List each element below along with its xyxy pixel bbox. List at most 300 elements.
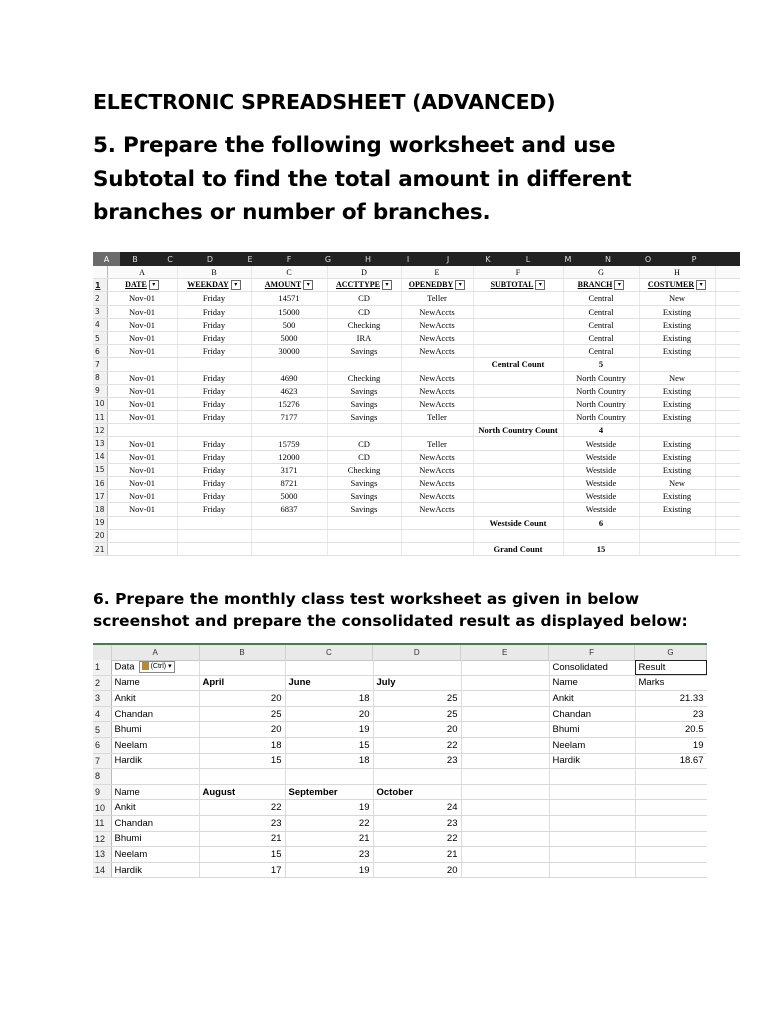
cell[interactable] [251,279,327,292]
cell[interactable]: Friday [177,463,251,476]
cell[interactable]: 4690 [251,371,327,384]
row-number[interactable]: 16 [93,477,107,490]
cell[interactable] [635,800,707,816]
row-number[interactable]: 15 [93,463,107,476]
cell[interactable] [549,862,635,878]
cell[interactable]: Marks [635,675,707,691]
cell[interactable]: Checking [327,463,401,476]
cell[interactable]: Nov-01 [107,331,177,344]
empty-cell[interactable] [715,279,740,292]
cell[interactable]: Teller [401,292,473,305]
cell[interactable]: NewAccts [401,397,473,410]
cell[interactable]: Nov-01 [107,397,177,410]
row-number[interactable]: 11 [93,411,107,424]
cell[interactable]: Checking [327,371,401,384]
cell[interactable]: 20 [199,691,285,707]
column-letter[interactable]: K [485,254,491,264]
cell[interactable] [639,358,715,371]
cell[interactable]: NewAccts [401,384,473,397]
cell[interactable]: 21 [199,831,285,847]
cell[interactable]: NewAccts [401,345,473,358]
cell[interactable]: North Country [563,411,639,424]
row-number[interactable]: 7 [93,358,107,371]
column-letter[interactable]: G [635,645,707,660]
cell[interactable] [461,800,549,816]
cell[interactable]: Name [111,675,199,691]
row-number[interactable]: 3 [93,305,107,318]
cell[interactable]: Ankit [111,800,199,816]
cell[interactable] [473,463,563,476]
cell[interactable] [401,424,473,437]
empty-cell[interactable] [715,411,740,424]
column-letter[interactable]: H [364,254,371,264]
cell[interactable]: Hardik [549,753,635,769]
cell[interactable]: 20.5 [635,722,707,738]
cell[interactable]: Savings [327,490,401,503]
cell[interactable]: Friday [177,331,251,344]
cell[interactable] [461,769,549,785]
cell[interactable]: Central [563,331,639,344]
empty-cell[interactable] [715,371,740,384]
cell[interactable] [549,800,635,816]
cell[interactable]: 500 [251,318,327,331]
column-letter[interactable]: L [525,254,531,264]
cell[interactable]: Friday [177,397,251,410]
cell[interactable] [177,358,251,371]
cell[interactable]: 17 [199,862,285,878]
cell[interactable]: Bhumi [111,722,199,738]
cell[interactable]: Savings [327,503,401,516]
cell[interactable] [639,424,715,437]
cell[interactable]: 23 [635,706,707,722]
cell[interactable]: NewAccts [401,371,473,384]
cell[interactable]: Westside Count [473,516,563,529]
row-number[interactable]: 21 [93,542,107,555]
cell[interactable] [177,516,251,529]
cell[interactable]: Teller [401,437,473,450]
cell[interactable]: Nov-01 [107,437,177,450]
cell[interactable]: Existing [639,463,715,476]
empty-cell[interactable] [715,477,740,490]
cell[interactable]: Friday [177,411,251,424]
cell[interactable]: Existing [639,411,715,424]
cell[interactable]: New [639,477,715,490]
cell[interactable]: 25 [199,706,285,722]
empty-cell[interactable] [715,266,740,279]
cell[interactable]: Westside [563,463,639,476]
cell[interactable] [107,542,177,555]
cell[interactable]: 18 [285,691,373,707]
cell[interactable]: 15000 [251,305,327,318]
cell[interactable]: Result [635,660,707,675]
cell[interactable]: 18.67 [635,753,707,769]
cell[interactable] [473,490,563,503]
cell[interactable]: Hardik [111,862,199,878]
cell[interactable]: 21.33 [635,691,707,707]
cell[interactable]: 6 [563,516,639,529]
cell[interactable]: Chandan [549,706,635,722]
cell[interactable]: 8721 [251,477,327,490]
cell[interactable]: 4623 [251,384,327,397]
empty-cell[interactable] [715,463,740,476]
cell[interactable]: Ankit [549,691,635,707]
cell[interactable]: September [285,784,373,800]
cell[interactable] [107,358,177,371]
row-number[interactable]: 8 [93,371,107,384]
cell[interactable]: 24 [373,800,461,816]
cell[interactable] [177,529,251,542]
cell[interactable]: 25 [373,706,461,722]
cell[interactable] [199,769,285,785]
row-number[interactable]: 6 [93,345,107,358]
cell[interactable]: CD [327,292,401,305]
cell[interactable]: Bhumi [549,722,635,738]
cell[interactable]: NewAccts [401,503,473,516]
cell[interactable] [251,358,327,371]
cell[interactable]: 15 [563,542,639,555]
cell[interactable]: Nov-01 [107,490,177,503]
cell[interactable]: Westside [563,477,639,490]
cell[interactable] [373,769,461,785]
cell[interactable]: 15276 [251,397,327,410]
cell[interactable]: August [199,784,285,800]
row-number[interactable]: 4 [93,318,107,331]
cell[interactable]: Central [563,305,639,318]
empty-cell[interactable] [715,305,740,318]
cell[interactable] [177,542,251,555]
empty-cell[interactable] [715,450,740,463]
column-letter[interactable]: C [167,254,173,264]
empty-cell[interactable] [715,437,740,450]
cell[interactable]: Friday [177,384,251,397]
cell[interactable] [461,706,549,722]
cell[interactable] [461,722,549,738]
cell[interactable] [285,660,373,675]
cell[interactable]: Consolidated [549,660,635,675]
row-number[interactable]: 10 [93,397,107,410]
cell[interactable] [401,279,473,292]
cell[interactable]: Existing [639,345,715,358]
column-letter[interactable]: J [446,254,450,264]
empty-cell[interactable] [715,424,740,437]
cell[interactable]: 5000 [251,331,327,344]
cell[interactable]: 22 [373,831,461,847]
cell[interactable]: Nov-01 [107,305,177,318]
cell[interactable]: Central Count [473,358,563,371]
cell[interactable]: 15 [285,737,373,753]
cell[interactable] [635,769,707,785]
cell[interactable] [473,503,563,516]
row-number[interactable]: 4 [93,706,111,722]
cell[interactable]: October [373,784,461,800]
empty-cell[interactable] [715,397,740,410]
column-letter[interactable]: O [644,254,652,264]
cell[interactable] [401,542,473,555]
cell[interactable]: Existing [639,437,715,450]
cell[interactable] [639,516,715,529]
cell[interactable]: 20 [285,706,373,722]
cell[interactable]: 19 [285,862,373,878]
cell[interactable]: Checking [327,318,401,331]
cell[interactable]: Westside [563,450,639,463]
empty-cell[interactable] [715,318,740,331]
row-number[interactable]: 1 [93,660,111,675]
cell[interactable] [401,358,473,371]
cell[interactable] [635,831,707,847]
row-number[interactable]: 3 [93,691,111,707]
cell[interactable]: 15759 [251,437,327,450]
cell[interactable] [251,516,327,529]
row-number[interactable]: 9 [93,384,107,397]
filter-dropdown-icon[interactable]: ▾ [149,280,159,290]
cell[interactable] [177,279,251,292]
cell[interactable]: 22 [285,815,373,831]
cell[interactable]: Chandan [111,815,199,831]
cell[interactable] [461,660,549,675]
empty-cell[interactable] [715,503,740,516]
cell[interactable] [461,737,549,753]
cell[interactable] [635,815,707,831]
cell[interactable] [563,529,639,542]
cell[interactable] [549,784,635,800]
cell[interactable]: Grand Count [473,542,563,555]
column-letter[interactable]: A [93,252,120,266]
cell[interactable] [107,516,177,529]
row-number[interactable]: 19 [93,516,107,529]
cell[interactable]: Teller [401,411,473,424]
empty-cell[interactable] [715,292,740,305]
cell[interactable] [635,862,707,878]
cell[interactable]: North Country Count [473,424,563,437]
cell[interactable]: Friday [177,292,251,305]
cell[interactable] [177,424,251,437]
column-letter[interactable]: D [206,254,214,264]
cell[interactable] [639,542,715,555]
cell[interactable] [401,529,473,542]
filter-dropdown-icon[interactable]: ▾ [455,280,465,290]
cell[interactable]: 18 [285,753,373,769]
cell[interactable]: 6837 [251,503,327,516]
cell[interactable] [461,691,549,707]
row-number[interactable]: 12 [93,831,111,847]
paste-options-button[interactable] [139,661,175,673]
cell[interactable] [473,305,563,318]
empty-cell[interactable] [715,529,740,542]
column-letter[interactable]: F [549,645,635,660]
cell[interactable]: 18 [199,737,285,753]
row-number[interactable]: 6 [93,737,111,753]
cell[interactable]: 30000 [251,345,327,358]
cell[interactable]: Friday [177,371,251,384]
cell[interactable] [473,292,563,305]
column-letter[interactable]: E [461,645,549,660]
cell[interactable]: 19 [635,737,707,753]
empty-cell[interactable] [715,542,740,555]
cell[interactable]: July [373,675,461,691]
column-letter[interactable]: C [286,645,374,660]
cell[interactable]: Existing [639,331,715,344]
cell[interactable]: 15 [199,753,285,769]
cell[interactable]: Chandan [111,706,199,722]
cell[interactable]: 21 [285,831,373,847]
row-number[interactable]: 13 [93,437,107,450]
row-number[interactable]: 2 [93,292,107,305]
cell[interactable]: CD [327,450,401,463]
cell[interactable] [473,397,563,410]
row-number[interactable]: 17 [93,490,107,503]
empty-cell[interactable] [715,345,740,358]
cell[interactable]: Existing [639,318,715,331]
cell[interactable] [473,437,563,450]
cell[interactable] [285,769,373,785]
cell[interactable]: 20 [373,722,461,738]
cell[interactable]: Nov-01 [107,292,177,305]
cell[interactable]: 23 [373,815,461,831]
empty-cell[interactable] [715,358,740,371]
cell[interactable]: Nov-01 [107,503,177,516]
cell[interactable]: Savings [327,477,401,490]
cell[interactable] [107,279,177,292]
cell[interactable] [461,815,549,831]
filter-dropdown-icon[interactable]: ▾ [231,280,241,290]
cell[interactable] [327,424,401,437]
cell[interactable] [461,675,549,691]
cell[interactable]: Ankit [111,691,199,707]
cell[interactable]: Westside [563,490,639,503]
cell[interactable]: Savings [327,411,401,424]
cell[interactable] [327,529,401,542]
empty-cell[interactable] [715,384,740,397]
cell[interactable]: Friday [177,477,251,490]
cell[interactable] [563,279,639,292]
cell[interactable]: Neelam [111,737,199,753]
cell[interactable]: NewAccts [401,463,473,476]
cell[interactable] [199,660,285,675]
cell[interactable]: NewAccts [401,318,473,331]
cell[interactable]: NewAccts [401,305,473,318]
cell[interactable] [373,660,461,675]
cell[interactable] [107,424,177,437]
cell[interactable] [473,318,563,331]
cell[interactable]: Name [549,675,635,691]
cell[interactable]: NewAccts [401,450,473,463]
cell[interactable]: Neelam [549,737,635,753]
cell[interactable] [473,331,563,344]
cell[interactable]: 22 [199,800,285,816]
row-number[interactable]: 7 [93,753,111,769]
cell[interactable]: Name [111,784,199,800]
column-letter[interactable]: I [406,254,410,264]
row-number[interactable]: 5 [93,722,111,738]
cell[interactable] [473,477,563,490]
cell[interactable]: Friday [177,345,251,358]
cell[interactable] [639,279,715,292]
cell[interactable]: New [639,371,715,384]
cell[interactable]: 5 [563,358,639,371]
cell[interactable]: Nov-01 [107,411,177,424]
cell[interactable]: Nov-01 [107,450,177,463]
cell[interactable] [473,279,563,292]
row-number[interactable]: 13 [93,847,111,863]
cell[interactable]: 25 [373,691,461,707]
cell[interactable] [473,529,563,542]
column-letter[interactable]: B [132,254,138,264]
cell[interactable]: 4 [563,424,639,437]
cell[interactable]: 14571 [251,292,327,305]
cell[interactable]: 22 [373,737,461,753]
corner-cell[interactable] [93,645,112,660]
cell[interactable]: NewAccts [401,477,473,490]
row-number[interactable]: 1 [93,279,107,292]
empty-cell[interactable] [715,490,740,503]
cell[interactable] [461,831,549,847]
cell[interactable] [461,862,549,878]
row-number[interactable]: 12 [93,424,107,437]
cell[interactable]: Hardik [111,753,199,769]
filter-dropdown-icon[interactable]: ▾ [303,280,313,290]
column-letter[interactable]: M [564,254,572,264]
cell[interactable]: 23 [373,753,461,769]
cell[interactable]: Nov-01 [107,384,177,397]
cell[interactable]: Nov-01 [107,463,177,476]
filter-sort-icon[interactable]: ▾ [614,280,624,290]
cell[interactable]: New [639,292,715,305]
column-letter[interactable]: F [286,254,292,264]
row-number[interactable]: 9 [93,784,111,800]
row-number[interactable]: 18 [93,503,107,516]
cell[interactable] [473,345,563,358]
row-number[interactable]: 5 [93,331,107,344]
column-letter[interactable]: G [324,254,332,264]
cell[interactable] [549,769,635,785]
cell[interactable]: Savings [327,397,401,410]
cell[interactable]: Neelam [111,847,199,863]
cell[interactable]: Friday [177,437,251,450]
cell[interactable] [327,279,401,292]
cell[interactable]: 23 [199,815,285,831]
column-letter[interactable]: B [200,645,286,660]
cell[interactable] [107,529,177,542]
cell[interactable]: Existing [639,384,715,397]
filter-dropdown-icon[interactable]: ▾ [535,280,545,290]
cell[interactable]: Nov-01 [107,477,177,490]
cell[interactable] [251,424,327,437]
cell[interactable]: Savings [327,384,401,397]
filter-dropdown-icon[interactable]: ▾ [382,280,392,290]
row-number[interactable]: 2 [93,675,111,691]
cell[interactable]: Friday [177,490,251,503]
cell[interactable]: 3171 [251,463,327,476]
cell[interactable]: 23 [285,847,373,863]
cell[interactable] [327,358,401,371]
column-letter[interactable]: E [247,254,253,264]
cell[interactable]: Central [563,318,639,331]
cell[interactable]: Existing [639,397,715,410]
cell[interactable] [251,542,327,555]
cell[interactable] [549,831,635,847]
row-number[interactable]: 10 [93,800,111,816]
cell[interactable]: 7177 [251,411,327,424]
filter-dropdown-icon[interactable]: ▾ [696,280,706,290]
cell[interactable] [549,847,635,863]
cell[interactable]: NewAccts [401,331,473,344]
cell[interactable]: North Country [563,371,639,384]
cell[interactable] [635,847,707,863]
cell[interactable] [461,847,549,863]
cell[interactable] [401,516,473,529]
cell[interactable]: CD [327,305,401,318]
row-number[interactable]: 14 [93,450,107,463]
